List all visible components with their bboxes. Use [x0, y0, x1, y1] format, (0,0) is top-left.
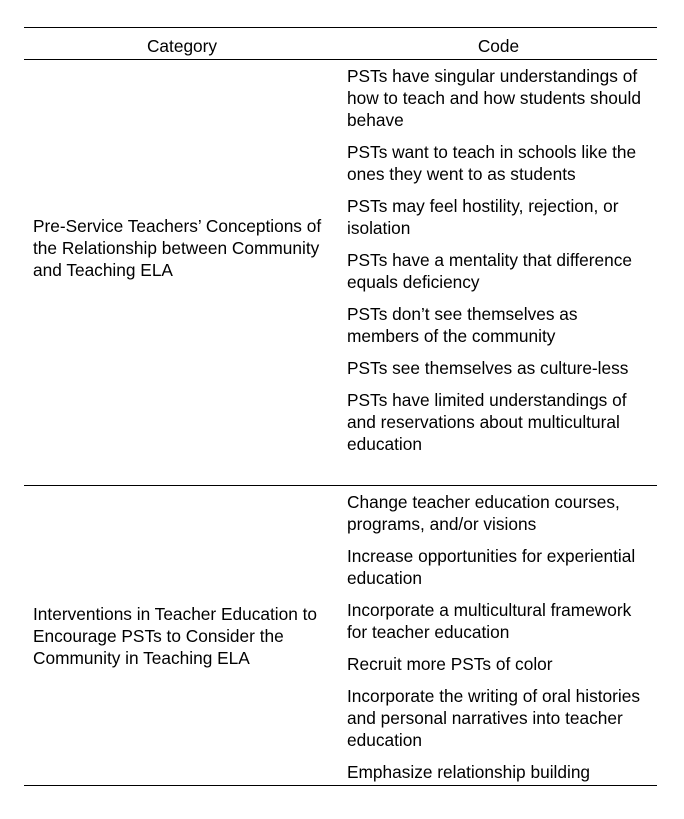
column-header-code: Code: [477, 36, 520, 56]
code-list-interventions: [347, 491, 652, 793]
table-bottom-rule: [24, 785, 657, 786]
category-cell-interventions: Interventions in Teacher Education to Encourage PSTs to Consider the Community in Teaching ELA: [33, 604, 318, 668]
header-bottom-rule: [24, 59, 657, 60]
code-item: PSTs see themselves as culture-less: [347, 358, 629, 378]
code-item: Incorporate a multicultural framework for teacher education: [347, 600, 632, 642]
column-header-category: Category: [146, 36, 218, 56]
code-item: PSTs want to teach in schools like the ones they went to as students: [347, 142, 637, 184]
code-item: Increase opportunities for experiential education: [347, 546, 636, 588]
code-item: PSTs have limited understandings of and reservations about multicultural education: [347, 390, 627, 454]
code-item: Recruit more PSTs of color: [347, 654, 553, 674]
code-item: PSTs have a mentality that difference equals deficiency: [347, 250, 632, 292]
code-item: Incorporate the writing of oral histories and personal narratives into teacher education: [347, 686, 640, 750]
code-item: PSTs don’t see themselves as members of the community: [347, 304, 578, 346]
row-divider-rule: [24, 485, 657, 486]
code-item: PSTs may feel hostility, rejection, or isolation: [347, 196, 619, 238]
code-item: PSTs have singular understandings of how to teach and how students should behave: [347, 66, 641, 130]
table-top-rule: [24, 27, 657, 28]
code-item: Change teacher education courses, programs, and/or visions: [347, 492, 620, 534]
category-cell-preservice-conceptions: Pre-Service Teachers’ Conceptions of the Relationship between Community and Teaching ELA: [33, 216, 322, 280]
code-item: Emphasize relationship building: [347, 762, 591, 782]
code-list-preservice-conceptions: [347, 65, 652, 465]
